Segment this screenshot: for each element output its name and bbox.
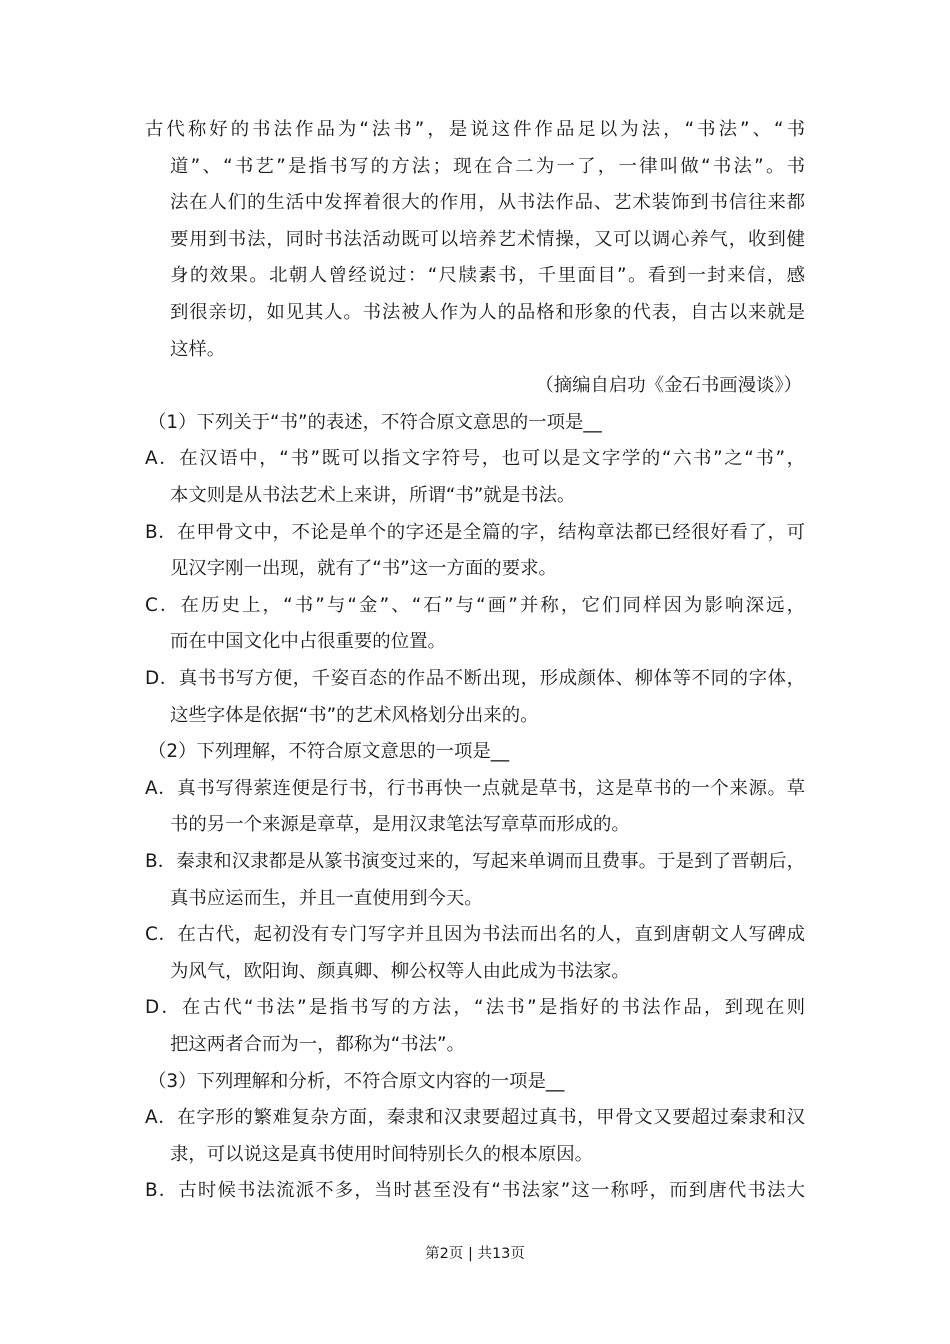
answer-option-line: C．在古代，起初没有专门写字并且因为书法而出名的人，直到唐朝文人写碑成 bbox=[145, 924, 805, 946]
answer-option-line: D．真书书写方便，千姿百态的作品不断出现，形成颜体、柳体等不同的字体， bbox=[145, 668, 805, 689]
passage-line: 法在人们的生活中发挥着很大的作用，从书法作品、艺术装饰到书信往来都 bbox=[170, 192, 805, 214]
answer-option-line: 为风气，欧阳询、颜真卿、柳公权等人由此成为书法家。 bbox=[170, 960, 630, 982]
answer-option-line: B．秦隶和汉隶都是从篆书演变过来的，写起来单调而且费事。于是到了晋朝后， bbox=[145, 851, 805, 872]
answer-option-line: D．在古代“书法”是指书写的方法，“法书”是指好的书法作品，到现在则 bbox=[145, 997, 805, 1019]
passage-line: 古代称好的书法作品为“法书”，是说这件作品足以为法，“书法”、“书 bbox=[145, 119, 805, 140]
answer-option-line: C．在历史上，“书”与“金”、“石”与“画”并称，它们同样因为影响深远， bbox=[145, 594, 806, 616]
passage-line: 身的效果。北朝人曾经说过：“尺牍素书，千里面目”。看到一封来信，感 bbox=[170, 265, 805, 287]
answer-option-line: 这些字体是依据“书”的艺术风格划分出来的。 bbox=[170, 704, 539, 726]
answer-option-line: 本文则是从书法艺术上来讲，所谓“书”就是书法。 bbox=[170, 485, 576, 506]
citation: （摘编自启功《金石书画漫谈》） bbox=[535, 375, 802, 397]
passage-line: 到很亲切，如见其人。书法被人作为人的品格和形象的代表，自古以来就是 bbox=[170, 302, 805, 323]
answer-option-line: B．在甲骨文中，不论是单个的字还是全篇的字，结构章法都已经很好看了，可 bbox=[145, 521, 805, 543]
answer-option-line: 见汉字刚一出现，就有了“书”这一方面的要求。 bbox=[170, 558, 557, 580]
passage-line: 要用到书法，同时书法活动既可以培养艺术情操，又可以调心养气，收到健 bbox=[170, 228, 805, 250]
passage-line: 这样。 bbox=[170, 338, 226, 360]
answer-option-line: 书的另一个来源是章草，是用汉隶笔法写章草而形成的。 bbox=[170, 814, 630, 836]
answer-option-line: 隶，可以说这是真书使用时间特别长久的根本原因。 bbox=[170, 1143, 593, 1165]
answer-option-line: 把这两者合而为一，都称为“书法”。 bbox=[170, 1034, 465, 1055]
page-footer: 第2页 | 共13页 bbox=[425, 1246, 525, 1262]
answer-option-line: B．古时候书法流派不多，当时甚至没有“书法家”这一称呼，而到唐代书法大 bbox=[145, 1180, 805, 1202]
answer-option-line: A．在字形的繁难复杂方面，秦隶和汉隶要超过真书，甲骨文又要超过秦隶和汉 bbox=[145, 1107, 805, 1129]
passage-line: 道”、“书艺”是指书写的方法；现在合二为一了，一律叫做“书法”。书 bbox=[170, 155, 805, 177]
answer-option-line: 而在中国文化中占很重要的位置。 bbox=[170, 631, 446, 653]
question-stem: （3）下列理解和分析，不符合原文内容的一项是__ bbox=[148, 1070, 565, 1092]
answer-option-line: A．真书写得萦连便是行书，行书再快一点就是草书，这是草书的一个来源。草 bbox=[145, 777, 805, 799]
question-stem: （2）下列理解，不符合原文意思的一项是__ bbox=[148, 741, 510, 763]
answer-option-line: A．在汉语中，“书”既可以指文字符号，也可以是文字学的“六书”之“书”， bbox=[145, 448, 805, 470]
question-stem: （1）下列关于“书”的表述，不符合原文意思的一项是__ bbox=[148, 411, 602, 433]
answer-option-line: 真书应运而生，并且一直使用到今天。 bbox=[170, 887, 483, 909]
